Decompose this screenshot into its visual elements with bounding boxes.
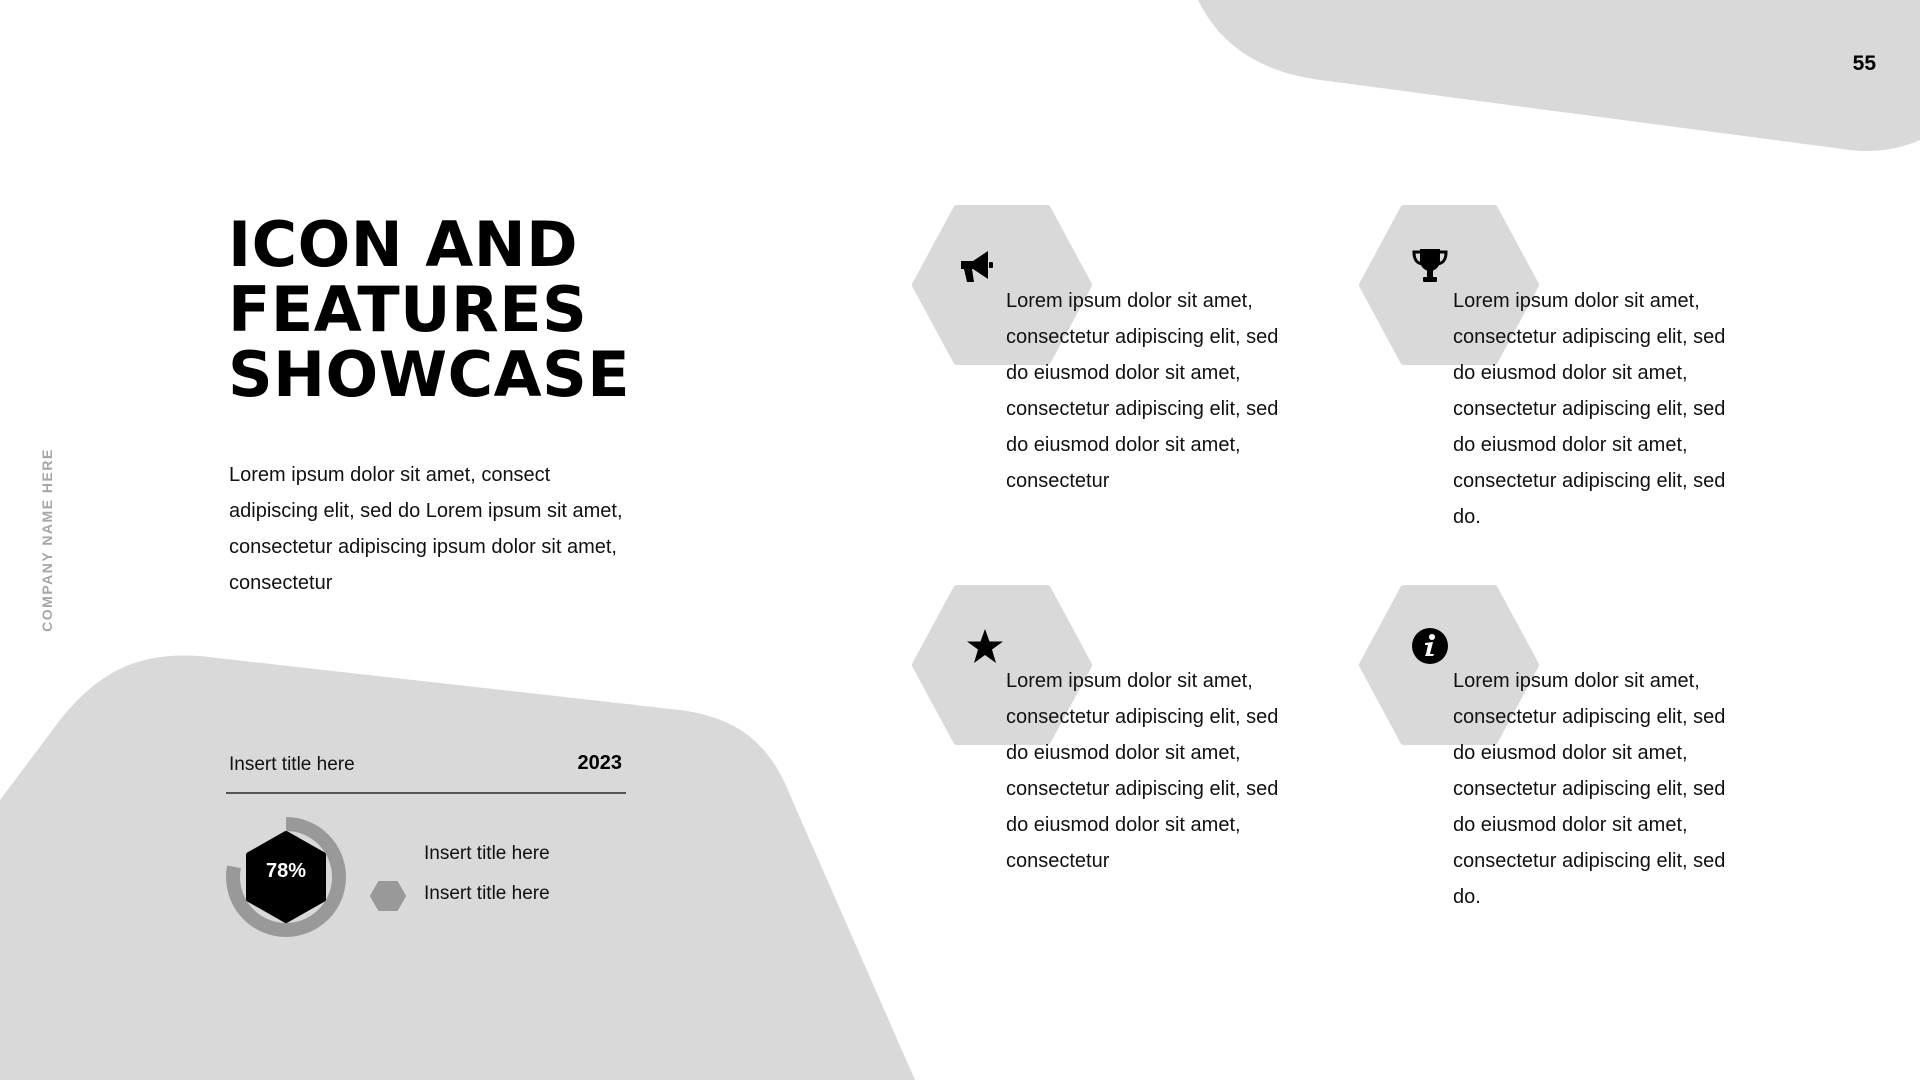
legend-swatch-dark	[370, 880, 406, 912]
title-line: SHOWCASE	[228, 338, 631, 411]
stat-year: 2023	[577, 752, 622, 774]
stat-title: Insert title here	[229, 754, 355, 775]
feature-description: Lorem ipsum dolor sit amet, consectetur adipiscing elit, sed do eiusmod dolor sit amet, consectetur adipiscing elit, sed do eiusmod dolor sit amet, consectetur	[1006, 670, 1279, 872]
page-title	[228, 208, 631, 411]
megaphone-icon	[955, 246, 995, 286]
company-name: COMPANY NAME HERE	[39, 448, 55, 632]
stat-header	[226, 748, 626, 794]
page-number: 55	[1852, 52, 1876, 75]
top-right-blob	[1198, 0, 1920, 151]
intro-paragraph: Lorem ipsum dolor sit amet, consect adipiscing elit, sed do Lorem ipsum sit amet, consectetur adipiscing ipsum dolor sit amet, consectetur	[229, 464, 623, 594]
legend-label: Insert title here	[424, 843, 550, 864]
feature-description: Lorem ipsum dolor sit amet, consectetur adipiscing elit, sed do eiusmod dolor sit amet, consectetur adipiscing elit, sed do eiusmod dolor sit amet, consectetur adipiscing elit, sed do.	[1453, 670, 1726, 908]
star-icon	[966, 628, 1004, 666]
legend-label: Insert title here	[424, 883, 550, 904]
bottom-left-blob	[0, 655, 915, 1080]
trophy-icon	[1411, 246, 1449, 286]
feature-description: Lorem ipsum dolor sit amet, consectetur adipiscing elit, sed do eiusmod dolor sit amet, consectetur adipiscing elit, sed do eiusmod dolor sit amet, consectetur	[1006, 290, 1279, 492]
title-line: FEATURES	[228, 273, 588, 346]
info-icon	[1411, 627, 1449, 665]
percent-label: 78%	[265, 860, 307, 882]
title-line: ICON AND	[228, 208, 579, 281]
feature-description: Lorem ipsum dolor sit amet, consectetur adipiscing elit, sed do eiusmod dolor sit amet, consectetur adipiscing elit, sed do eiusmod dolor sit amet, consectetur adipiscing elit, sed do.	[1453, 290, 1726, 528]
legend-swatch-light	[370, 840, 406, 872]
